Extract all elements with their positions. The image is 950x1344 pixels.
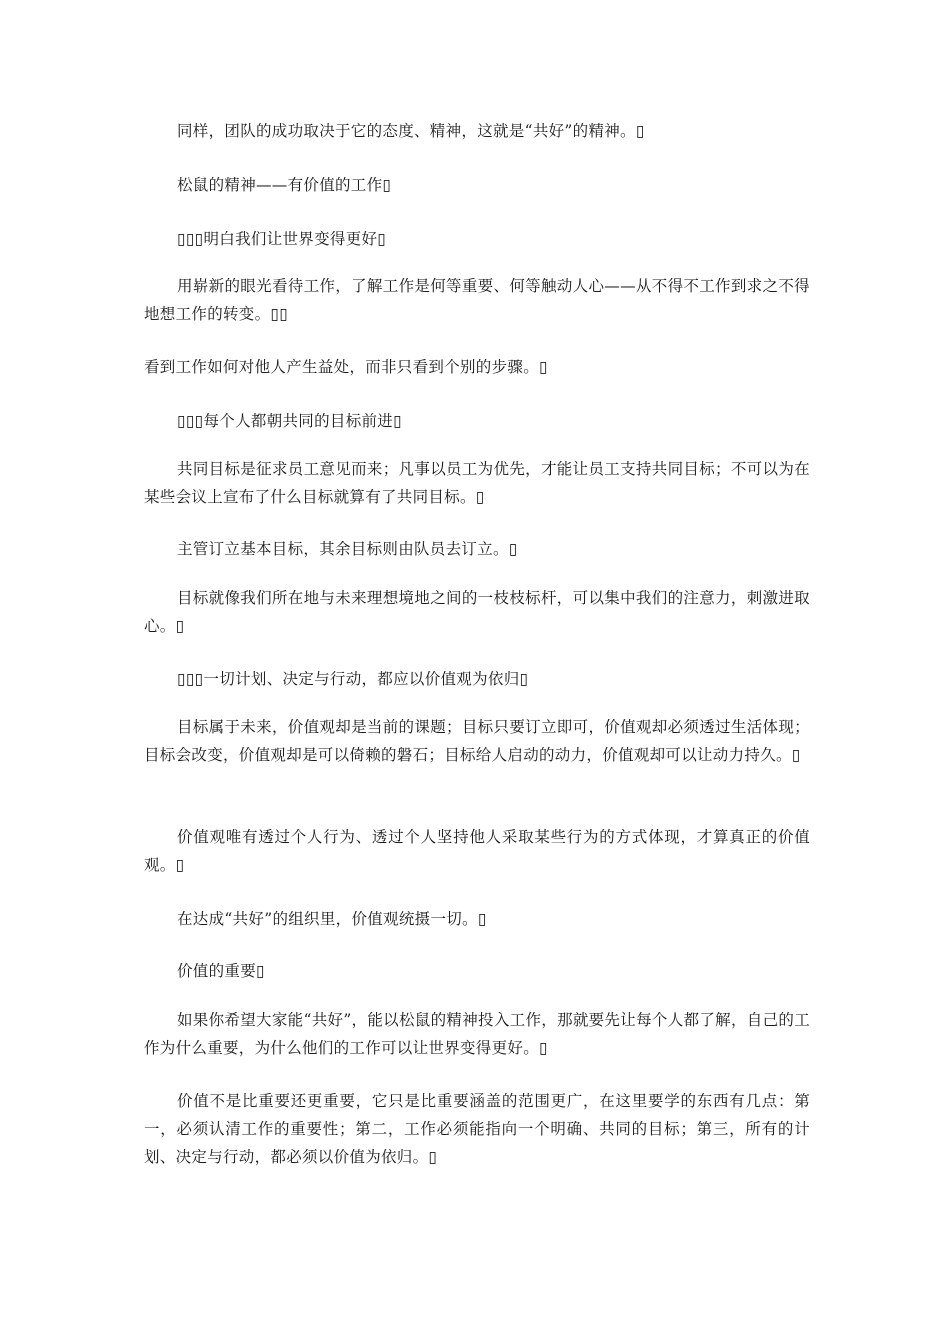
heading-squirrel-spirit: 松鼠的精神——有价值的工作▯	[177, 176, 392, 194]
paragraph-new-view-of-work: 用崭新的眼光看待工作，了解工作是何等重要、何等触动人心——从不得不工作到求之不得地想工作的转变。▯▯	[144, 277, 810, 323]
paragraph-manager-goals: 主管订立基本目标，其余目标则由队员去订立。▯	[177, 540, 518, 558]
paragraph-values-govern: 在达成“共好”的组织里，价值观统摄一切。▯	[177, 910, 487, 928]
paragraph-goals-vs-values: 目标属于未来，价值观却是当前的课题；目标只要订立即可，价值观却必须透过生活体现；目标会改变，价值观却是可以倚赖的磐石；目标给人启动的动力，价值观却可以让动力持久。▯	[144, 718, 810, 764]
paragraph-common-goal-detail: 共同目标是征求员工意见而来；凡事以员工为优先，才能让员工支持共同目标；不可以为在某些会议上宣布了什么目标就算有了共同目标。▯	[144, 460, 810, 506]
subheading-common-goal: ▯▯▯每个人都朝共同的目标前进▯	[177, 412, 402, 430]
subheading-values-guide: ▯▯▯一切计划、决定与行动，都应以价值观为依归▯	[177, 670, 529, 688]
paragraph-team-spirit: 同样，团队的成功取决于它的态度、精神，这就是“共好”的精神。▯	[177, 122, 645, 140]
paragraph-value-points: 价值不是比重要还更重要，它只是比重要涵盖的范围更广，在这里要学的东西有几点：第一，必须认清工作的重要性；第二，工作必须能指向一个明确、共同的目标；第三，所有的计划、决定与行动，都必须以价值为依归。▯	[144, 1092, 810, 1166]
heading-value-importance: 价值的重要▯	[177, 962, 265, 980]
paragraph-true-values: 价值观唯有透过个人行为、透过个人坚持他人采取某些行为的方式体现，才算真正的价值观。▯	[144, 828, 810, 874]
paragraph-why-work-matters: 如果你希望大家能“共好”，能以松鼠的精神投入工作，那就要先让每个人都了解，自己的工作为什么重要，为什么他们的工作可以让世界变得更好。▯	[144, 1011, 810, 1057]
paragraph-goals-as-markers: 目标就像我们所在地与未来理想境地之间的一枝枝标杆，可以集中我们的注意力，刺激进取心。▯	[144, 589, 810, 635]
subheading-better-world: ▯▯▯明白我们让世界变得更好▯	[177, 230, 387, 248]
paragraph-see-benefit: 看到工作如何对他人产生益处，而非只看到个别的步骤。▯	[144, 358, 548, 376]
